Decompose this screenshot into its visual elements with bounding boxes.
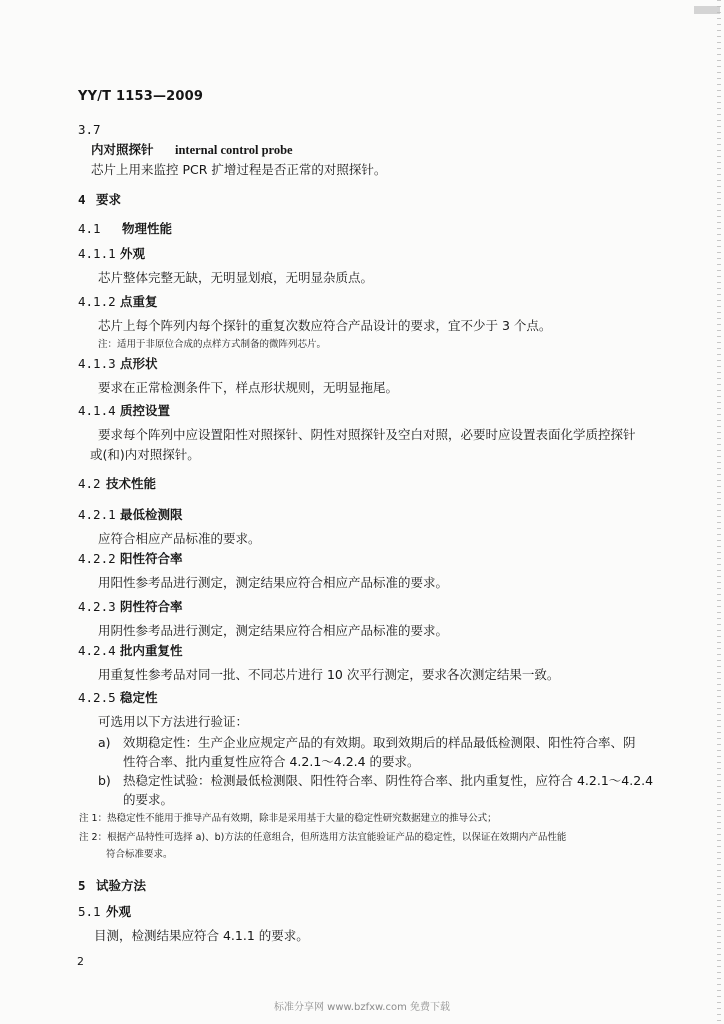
clause-title: 物理性能	[122, 221, 173, 236]
clause-text: 芯片整体完整无缺，无明显划痕，无明显杂质点。	[98, 270, 374, 285]
clause-title: 外观	[106, 904, 132, 919]
clause-text: 要求在正常检测条件下，样点形状规则，无明显拖尾。	[98, 380, 399, 395]
section-title: 试验方法	[96, 878, 147, 893]
footer-watermark: 标准分享网 www.bzfxw.com 免费下载	[274, 1002, 450, 1013]
clause-note: 注：适用于非原位合成的点样方式制备的微阵列芯片。	[98, 339, 327, 350]
clause-title: 稳定性	[120, 690, 158, 705]
list-item-text: 性符合率、批内重复性应符合 4.2.1～4.2.4 的要求。	[123, 754, 420, 769]
clause-number: 4.1	[78, 221, 101, 236]
page-number: 2	[77, 955, 84, 968]
clause-title: 外观	[120, 246, 146, 261]
clause-number: 4.2.4	[78, 643, 116, 658]
clause-title: 阳性符合率	[120, 551, 183, 566]
scan-corner-mark	[694, 6, 720, 14]
term-english: internal control probe	[175, 143, 293, 157]
scan-edge	[717, 0, 721, 1024]
clause-number: 4.1.2	[78, 294, 116, 309]
clause-text: 目测，检测结果应符合 4.1.1 的要求。	[94, 928, 309, 943]
clause-number: 4.1.4	[78, 403, 116, 418]
clause-title: 质控设置	[120, 403, 171, 418]
list-item-text: 效期稳定性：生产企业应规定产品的有效期。取到效期后的样品最低检测限、阳性符合率、阴	[123, 735, 636, 750]
clause-number: 4.1.3	[78, 356, 116, 371]
clause-number: 4.2	[78, 476, 101, 491]
clause-title: 技术性能	[106, 476, 157, 491]
section-number: 4	[78, 192, 86, 207]
clause-number: 4.2.1	[78, 507, 116, 522]
clause-number: 3.7	[78, 122, 101, 137]
term-chinese: 内对照探针	[91, 142, 154, 157]
clause-text: 要求每个阵列中应设置阳性对照探针、阴性对照探针及空白对照，必要时应设置表面化学质控探针	[98, 427, 636, 442]
clause-title: 批内重复性	[120, 643, 183, 658]
clause-text: 应符合相应产品标准的要求。	[98, 531, 261, 546]
clause-text: 用阴性参考品进行测定，测定结果应符合相应产品标准的要求。	[98, 623, 449, 638]
standard-number-header: YY/T 1153—2009	[78, 89, 204, 104]
clause-title: 最低检测限	[120, 507, 183, 522]
list-label: b)	[98, 773, 111, 788]
list-label: a)	[98, 735, 111, 750]
clause-note: 注 1：热稳定性不能用于推导产品有效期，除非是采用基于大量的稳定性研究数据建立的推导公式；	[79, 813, 497, 824]
clause-text: 可选用以下方法进行验证：	[98, 714, 249, 729]
section-number: 5	[78, 878, 86, 893]
section-title: 要求	[96, 192, 122, 207]
clause-number: 4.2.2	[78, 551, 116, 566]
term-definition: 芯片上用来监控 PCR 扩增过程是否正常的对照探针。	[91, 162, 387, 177]
clause-note: 符合标准要求。	[106, 849, 173, 860]
list-item-text: 的要求。	[123, 792, 174, 807]
clause-note: 注 2：根据产品特性可选择 a)、b)方法的任意组合，但所选用方法宜能验证产品的稳定性，以保证在效期内产品性能	[79, 832, 567, 843]
clause-title: 阴性符合率	[120, 599, 183, 614]
clause-text: 用阳性参考品进行测定，测定结果应符合相应产品标准的要求。	[98, 575, 449, 590]
clause-text: 用重复性参考品对同一批、不同芯片进行 10 次平行测定，要求各次测定结果一致。	[98, 667, 560, 682]
clause-text: 芯片上每个阵列内每个探针的重复次数应符合产品设计的要求，宜不少于 3 个点。	[98, 318, 552, 333]
clause-number: 4.2.5	[78, 690, 116, 705]
clause-number: 4.2.3	[78, 599, 116, 614]
clause-number: 5.1	[78, 904, 101, 919]
clause-text: 或(和)内对照探针。	[90, 447, 200, 462]
list-item-text: 热稳定性试验：检测最低检测限、阳性符合率、阴性符合率、批内重复性，应符合 4.2.1～4.2.4	[123, 773, 654, 788]
clause-title: 点形状	[120, 356, 158, 371]
clause-number: 4.1.1	[78, 246, 116, 261]
clause-title: 点重复	[120, 294, 158, 309]
